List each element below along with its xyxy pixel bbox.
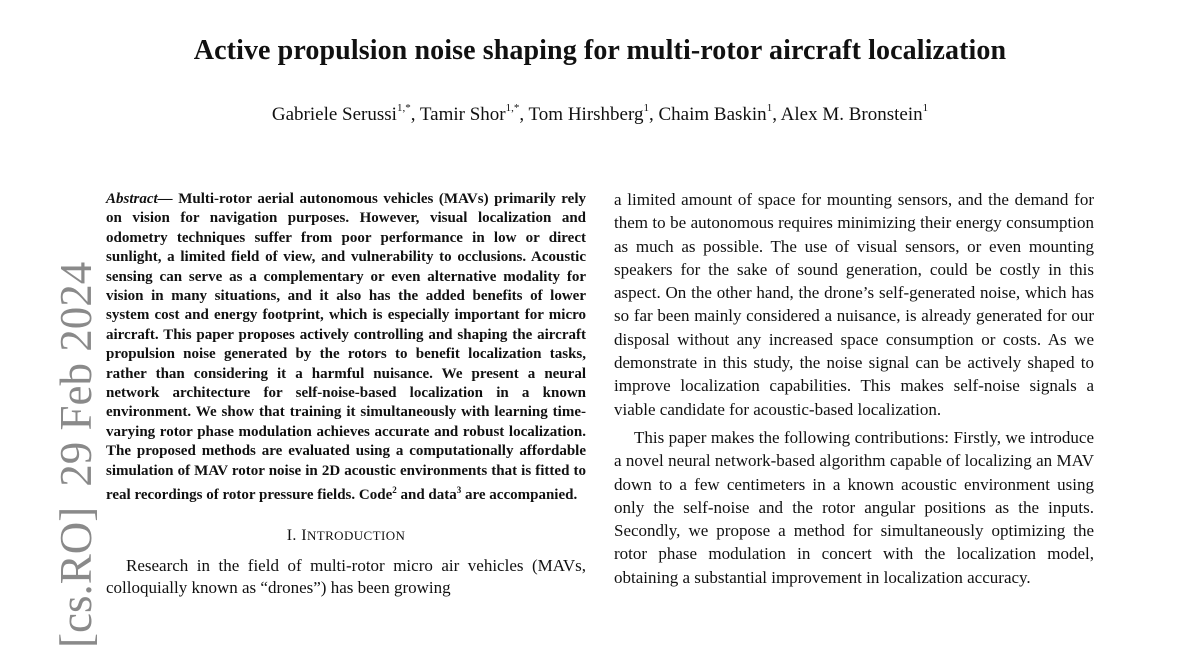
abstract-text: Multi-rotor aerial autonomous vehicles (MAVs) primarily rely on vision for navigation purposes. However, visual localization and odometry techniques suffer from poor performance in low or direct sunlight, a limited field of view, and vulnerability to occlusions. Acoustic sensing can serve as a complementary or even alternative modality for vision in many situations, and it also has the added benefits of lower system cost and energy footprint, which is especially important for micro aircraft. This paper proposes actively controlling and shaping the aircraft propulsion noise generated by the rotors to benefit localization tasks, rather than considering it a harmful nuisance. We present a neural network architecture for self-noise-based localization in a known environment. We show that training it simultaneously with learning time-varying rotor phase modulation achieves accurate and robust localization. The proposed methods are evaluated using a computationally affordable simulation of MAV rotor noise in 2D acoustic environments that is fitted to real recordings of rotor pressure fields. Code [106, 191, 586, 504]
section-heading [106, 527, 586, 545]
author-affiliation: 1 [643, 102, 649, 114]
intro-paragraph: Research in the field of multi-rotor micro air vehicles (MAVs, colloquially known as “drones”) has been growing [106, 555, 586, 597]
abstract [106, 190, 586, 506]
author-affiliation: 1 [766, 102, 773, 114]
arxiv-category: [cs.RO] [51, 506, 101, 648]
section-number: I. [286, 526, 297, 544]
author-list: Gabriele Serussi$^{1,*}$, Tamir Shor$^{1,*}$, Tom Hirshberg$^1$, Chaim Baskin$^1$, Alex M. Bronstein$^1$ [271, 102, 929, 125]
author-affiliation: 1,* [505, 102, 520, 114]
author-affiliation: 1 [922, 102, 929, 114]
footnote-marker: 3 [456, 485, 462, 496]
body-paragraph: a limited amount of space for mounting sensors, and the demand for them to be autonomous requires minimizing their energy consumption as much as possible. The use of visual sensors, or even mounting speakers for the sake of sound generation, could be costly in this aspect. On the other hand, the drone’s self-generated noise, which has so far been mainly considered a nuisance, is already generated for our disposal without any increased space consumption or costs. As we demonstrate in this study, the noise signal can be actively shaped to improve localization capabilities. This makes self-noise signals a viable candidate for acoustic-based localization. [614, 190, 1094, 419]
author-name: Alex M. Bronstein [780, 104, 923, 125]
section-title-initial: I [301, 526, 307, 544]
left-column [106, 190, 586, 599]
abstract-text: are accompanied. [461, 487, 578, 504]
arxiv-stamp [50, 242, 102, 648]
abstract-label: Abstract— [106, 191, 173, 207]
author-name: Gabriele Serussi [271, 104, 397, 125]
author-name: Tamir Shor [419, 104, 506, 125]
paper-title: Active propulsion noise shaping for multi-rotor aircraft localization [193, 35, 1007, 66]
arxiv-date: 29 Feb 2024 [51, 261, 101, 487]
abstract-text: and data [396, 487, 457, 504]
body-paragraph: This paper makes the following contributions: Firstly, we introduce a novel neural network-based algorithm capable of localizing an MAV down to a few centimeters in a known acoustic environment using only the self-noise and the rotor angular positions as the inputs. Secondly, we propose a method for simultaneously optimizing the rotor phase modulation in concert with the localization model, obtaining a substantial improvement in localization accuracy. [614, 427, 1094, 587]
right-column [614, 188, 1094, 589]
author-name: Chaim Baskin [658, 104, 767, 125]
author-name: Tom Hirshberg [528, 104, 644, 125]
author-affiliation: 1,* [396, 102, 411, 114]
footnote-marker: 2 [392, 485, 397, 496]
section-title-rest: NTRODUCTION [306, 527, 406, 543]
